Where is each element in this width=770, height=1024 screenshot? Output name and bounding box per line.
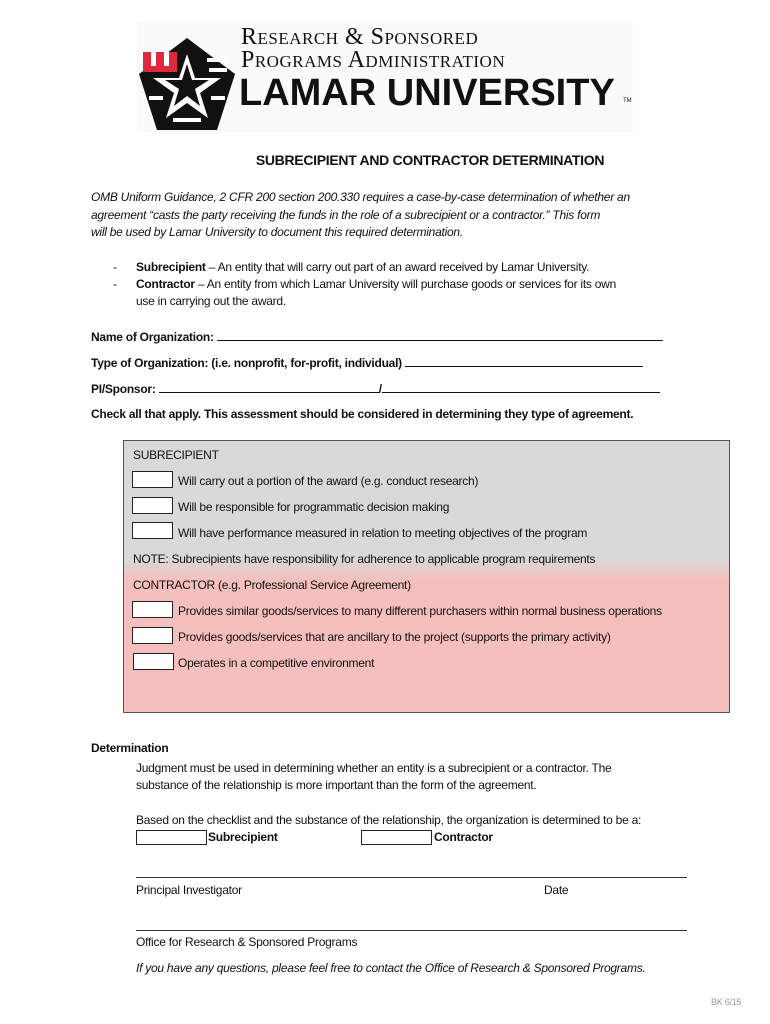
checklist-item: Provides similar goods/services to many different purchasers within normal business operations bbox=[178, 604, 662, 618]
version-code: BK 6/15 bbox=[711, 997, 742, 1007]
logo-line-2: Programs Administration bbox=[241, 47, 506, 73]
checkbox-sub-3[interactable] bbox=[132, 522, 173, 539]
pi-separator: / bbox=[378, 382, 382, 396]
determination-prompt: Based on the checklist and the substance of the relationship, the organization is determined to be a: bbox=[136, 813, 642, 827]
org-type-field[interactable] bbox=[405, 354, 643, 367]
org-name-label: Name of Organization: bbox=[91, 330, 214, 344]
checklist-item: Will be responsible for programmatic decision making bbox=[178, 500, 450, 514]
definition-subrecipient bbox=[136, 259, 589, 275]
logo-university-name: LAMAR UNIVERSITY bbox=[239, 72, 615, 114]
pi-field[interactable] bbox=[159, 380, 379, 393]
intro-line: agreement “casts the party receiving the funds in the role of a subrecipient or a contractor.” This form bbox=[91, 208, 601, 222]
subrecipient-note: NOTE: Subrecipients have responsibility for adherence to applicable program requirements bbox=[133, 552, 596, 566]
checkbox-con-2[interactable] bbox=[132, 627, 173, 644]
bullet-dash: - bbox=[113, 260, 117, 274]
checkbox-sub-1[interactable] bbox=[132, 471, 173, 488]
page-title: SUBRECIPIENT AND CONTRACTOR DETERMINATION bbox=[255, 152, 605, 168]
subrecipient-heading: SUBRECIPIENT bbox=[133, 448, 219, 462]
office-signature-line[interactable] bbox=[136, 930, 687, 931]
determination-text: substance of the relationship is more important than the form of the agreement. bbox=[136, 778, 537, 792]
determination-heading: Determination bbox=[91, 741, 169, 755]
lu-star-logo-icon bbox=[137, 36, 237, 132]
org-name-row bbox=[91, 328, 663, 345]
logo-trademark: TM bbox=[623, 98, 632, 104]
pi-sponsor-label: PI/Sponsor: bbox=[91, 382, 156, 396]
checklist-item: Will have performance measured in relation to meeting objectives of the program bbox=[178, 526, 588, 540]
checkbox-determined-subrecipient[interactable] bbox=[136, 830, 207, 845]
definition-contractor bbox=[136, 276, 616, 292]
checkbox-con-1[interactable] bbox=[132, 601, 173, 618]
intro-line: will be used by Lamar University to document this required determination. bbox=[91, 225, 463, 239]
org-type-row bbox=[91, 354, 643, 371]
intro-line: OMB Uniform Guidance, 2 CFR 200 section 200.330 requires a case-by-case determination of whether an bbox=[91, 190, 630, 204]
checklist-item: Operates in a competitive environment bbox=[178, 656, 375, 670]
checklist-item: Provides goods/services that are ancillary to the project (supports the primary activity) bbox=[178, 630, 611, 644]
term: Contractor bbox=[136, 277, 195, 291]
lamar-rspa-logo bbox=[137, 22, 633, 132]
checkbox-con-3[interactable] bbox=[133, 653, 174, 670]
contractor-heading: CONTRACTOR (e.g. Professional Service Agreement) bbox=[133, 578, 411, 592]
option-subrecipient-label: Subrecipient bbox=[208, 830, 278, 844]
sponsor-field[interactable] bbox=[382, 380, 660, 393]
term: Subrecipient bbox=[136, 260, 206, 274]
contact-note: If you have any questions, please feel free to contact the Office of Research & Sponsored Programs. bbox=[136, 961, 646, 975]
pi-sponsor-row bbox=[91, 380, 660, 397]
checklist-item: Will carry out a portion of the award (e.g. conduct research) bbox=[178, 474, 479, 488]
pi-signature-line[interactable] bbox=[136, 877, 687, 878]
check-instruction: Check all that apply. This assessment should be considered in determining they type of agreement. bbox=[91, 407, 634, 421]
option-contractor-label: Contractor bbox=[434, 830, 493, 844]
office-signature-label: Office for Research & Sponsored Programs bbox=[136, 935, 358, 949]
date-label: Date bbox=[544, 883, 569, 897]
bullet-dash: - bbox=[113, 277, 117, 291]
org-type-label: Type of Organization: (i.e. nonprofit, for-profit, individual) bbox=[91, 356, 402, 370]
checkbox-sub-2[interactable] bbox=[132, 497, 173, 514]
determination-text: Judgment must be used in determining whether an entity is a subrecipient or a contractor. The bbox=[136, 761, 612, 775]
definition-continuation: use in carrying out the award. bbox=[136, 294, 286, 308]
org-name-field[interactable] bbox=[217, 328, 663, 341]
logo-line-1: Research & Sponsored bbox=[241, 24, 479, 50]
pi-signature-label: Principal Investigator bbox=[136, 883, 242, 897]
definition-text: – An entity that will carry out part of an award received by Lamar University. bbox=[205, 260, 590, 274]
checkbox-determined-contractor[interactable] bbox=[361, 830, 432, 845]
definition-text: – An entity from which Lamar University will purchase goods or services for its own bbox=[194, 277, 617, 291]
